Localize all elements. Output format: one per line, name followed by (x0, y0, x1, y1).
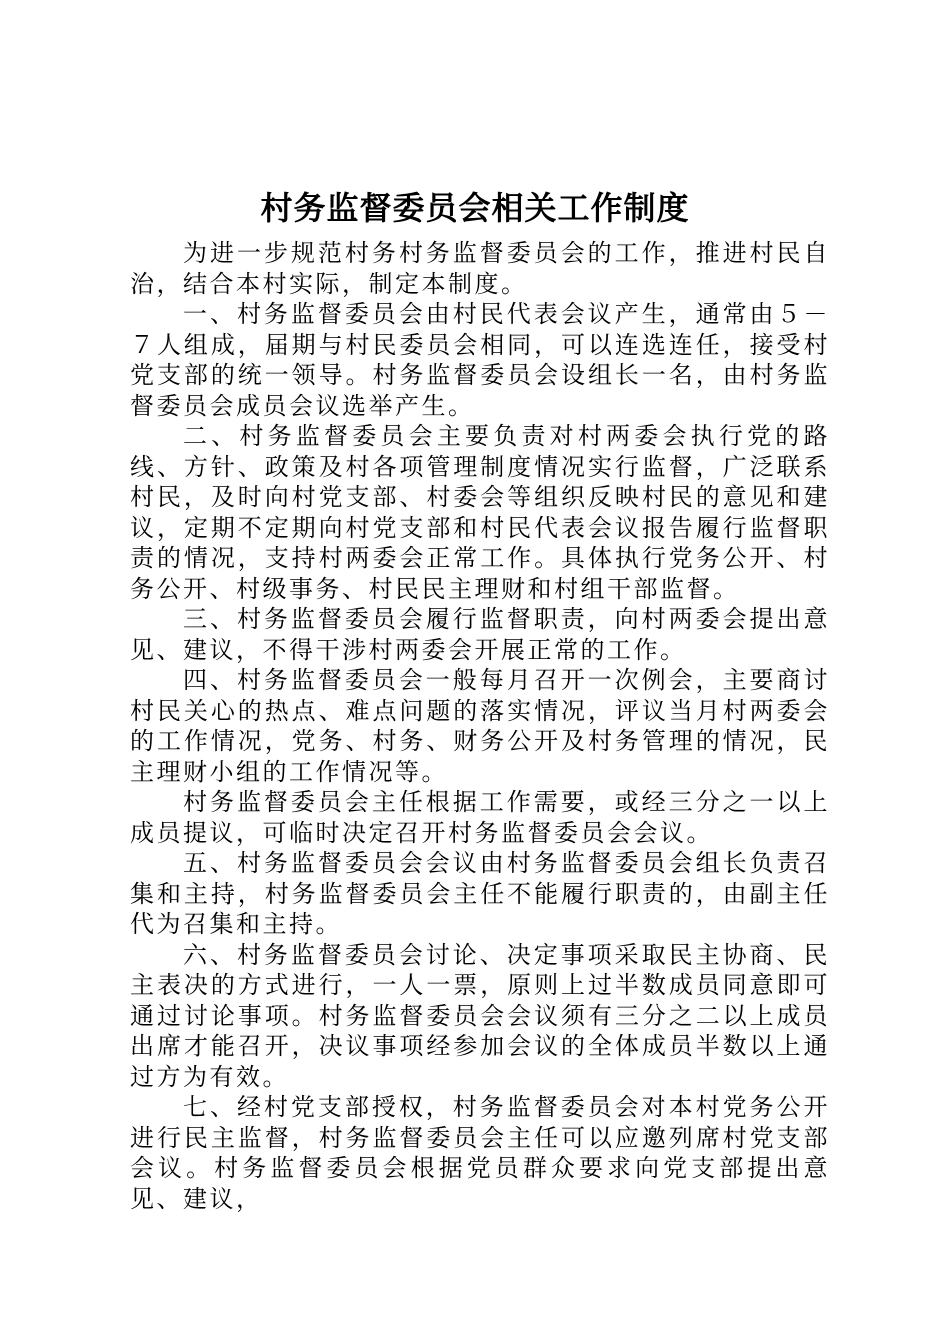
paragraph-4-note: 村务监督委员会主任根据工作需要，或经三分之一以上成员提议，可临时决定召开村务监督委员会会议。 (130, 788, 830, 847)
paragraph-2: 二、村务监督委员会主要负责对村两委会执行党的路线、方针、政策及村各项管理制度情况实行监督，广泛联系村民，及时向村党支部、村委会等组织反映村民的意见和建议，定期不定期向村党支部和村民代表会议报告履行监督职责的情况，支持村两委会正常工作。具体执行党务公开、村务公开、村级事务、村民民主理财和村组干部监督。 (130, 422, 830, 603)
document-title: 村务监督委员会相关工作制度 (260, 189, 690, 227)
document-body (130, 238, 830, 1214)
paragraph-4: 四、村务监督委员会一般每月召开一次例会，主要商讨村民关心的热点、难点问题的落实情况，评议当月村两委会的工作情况，党务、村务、财务公开及村务管理的情况，民主理财小组的工作情况等。 (130, 666, 830, 786)
paragraph-5: 五、村务监督委员会会议由村务监督委员会组长负责召集和主持，村务监督委员会主任不能履行职责的，由副主任代为召集和主持。 (130, 849, 830, 938)
paragraph-1: 一、村务监督委员会由村民代表会议产生，通常由５－７人组成，届期与村民委员会相同，可以连选连任，接受村党支部的统一领导。村务监督委员会设组长一名，由村务监督委员会成员会议选举产生。 (130, 300, 830, 420)
paragraph-7: 七、经村党支部授权，村务监督委员会对本村党务公开进行民主监督，村务监督委员会主任可以应邀列席村党支部会议。村务监督委员会根据党员群众要求向党支部提出意见、建议， (130, 1093, 830, 1213)
paragraph-intro: 为进一步规范村务村务监督委员会的工作，推进村民自治，结合本村实际，制定本制度。 (130, 239, 830, 298)
paragraph-3: 三、村务监督委员会履行监督职责，向村两委会提出意见、建议，不得干涉村两委会开展正常的工作。 (130, 605, 830, 664)
paragraph-6: 六、村务监督委员会讨论、决定事项采取民主协商、民主表决的方式进行，一人一票，原则上过半数成员同意即可通过讨论事项。村务监督委员会会议须有三分之二以上成员出席才能召开，决议事项经参加会议的全体成员半数以上通过方为有效。 (130, 940, 830, 1091)
